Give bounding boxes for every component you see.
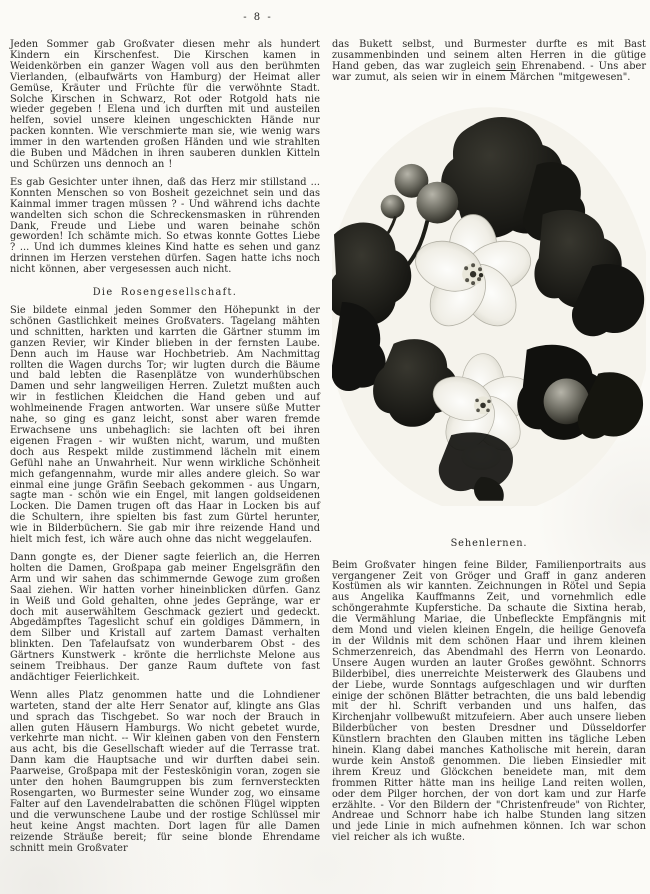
right-text-column: [332, 40, 646, 851]
paragraph-sehenlernen: Beim Großvater hingen feine Bilder, Familienportraits aus vergangener Zeit von Gröger und Graff in ganz anderen Kostümen als wir kannten. Zeichnungen in Rötel und Sepia aus Angelika Kauffmanns Zeit, und vornehmlich edle schöngerahmte Kupferstiche. Da schaute die Sixtina herab, die Vermählung Mariae, die Unbefleckte Empfängnis mit dem Mond und vielen kleinen Engeln, die heilige Genovefa in der Wildnis mit dem schönen Haar und ihrem kleinen Schmerzenreich, das Abendmahl des Herrn von Leonardo. Unsere Augen wurden an lauter Großes gewöhnt. Schnorrs Bilderbibel, dies unerreichte Meisterwerk des Glaubens und der Liebe, wurde Sonntags aufgeschlagen und wir durften einige der schönen Blätter betrachten, die uns bald lebendig mit der hl. Schrift verbanden und uns halfen, das Kirchenjahr vollbewußt mitzufeiern. Aber auch unsere lieben Bilderbücher von besten Dresdner und Düsseldorfer Künstlern brachten den Glauben mitten ins tägliche Leben hinein. Klang dabei manches Katholische mit herein, daran wurde kein Anstoß genommen. Die lieben Einsiedler mit ihrem Kreuz und Glöckchen beneidete man, mit dem frommen Ritter hätte man ins heilige Land reiten wollen, oder dem Pilger horchen, der von dort kam und zur Harfe erzählte. - Vor den Bildern der "Christenfreude" von Richter, Andreae und Schnorr habe ich halbe Stunden lang sitzen und jede Linie in mich aufnehmen können. Ich war schon viel reicher als ich wußte.: [332, 559, 646, 844]
illustration-caption: Sehenlernen.: [450, 537, 528, 549]
left-text-column: [10, 40, 320, 861]
paragraph-rosengesellschaft-2: Dann gongte es, der Diener sagte feierlich an, die Herren holten die Damen, Großpapa gab meiner Engelsgräfin den Arm und wir sahen das schimmernde Gewoge zum großen Saal ziehen. Wir hatten vorher hineinblicken dürfen. Ganz in Weiß und Gold gehalten, ohne jedes Gepränge, war er doch mit auserwähltem Geschmack geziert und gedeckt. Abgedämpftes Tageslicht schuf ein goldiges Dämmern, in dem Silber und Kristall auf zartem Damast verhalten blinkten. Den Tafelaufsatz von wunderbarem Obst - des Gärtners Kunstwerk - krönte die herrlichste Melone aus seinem Treibhaus. Der ganze Raum duftete von fast andächtiger Feierlichkeit.: [10, 551, 320, 683]
page-number: - 8 -: [243, 12, 273, 23]
section-heading-rosengesellschaft: Die Rosengesellschaft.: [92, 287, 238, 299]
apple-blossom-photo: [332, 106, 646, 506]
paragraph-continuation: [332, 40, 646, 84]
continuation-text-before: das Bukett selbst, und Burmester durfte es mit Bast zusammenbinden und seinem alten Herren in die gütige Hand geben, das war zugleich: [332, 39, 646, 72]
paragraph-gesichter: Es gab Gesichter unter ihnen, daß das Herz mir stillstand ... Konnten Menschen so von Bosheit gezeichnet sein und das Kainmal immer tragen müssen ? - Und während ichs dachte wandelten sich schon die Schreckensmasken in rührenden Dank, Freude und Liebe und waren beinahe schön geworden! Ich schämte mich. So etwas konnte Gottes Liebe ? ... Und ich dummes kleines Kind hatte es sehen und ganz drinnen im Herzen verstehen dürfen. Sagen hatte ichs noch nicht können, aber vergesessen auch nicht.: [10, 176, 320, 276]
blossom-illustration: [332, 106, 646, 506]
paragraph-kirschenfest: Jeden Sommer gab Großvater diesen mehr als hundert Kindern ein Kirschenfest. Die Kirschen kamen in Weidenkörben ein ganzer Wagen voll aus den berühmten Vierlanden, (elbaufwärts von Hamburg) der Heimat aller Gemüse, Kräuter und Früchte für die verwöhnte Stadt. Solche Kirschen in Schwarz, Rot oder Rotgold hats nie wieder gegeben ! Elena und ich durften mit und austeilen helfen, soviel unsere kleinen ungeschickten Hände nur packen konnten. Wie verschmierte man sie, wie wenig wars immer in den wartenden großen Händen und wie strahlten die Buben und Mädchen in ihren sauberen dunklen Kitteln und Schürzen uns dennoch an !: [10, 39, 320, 170]
paragraph-rosengesellschaft-1: Sie bildete einmal jeden Sommer den Höhepunkt in der schönen Gastlichkeit meines Großvaters. Tagelang mähten und schnitten, harkten und karrten die Gärtner stumm im ganzen Revier, wir Kinder blieben in der fernsten Laube. Denn auch im Hause war Hochbetrieb. Am Nachmittag rollten die Wagen durchs Tor; wir lugten durch die Bäume und bald lebten die Rasenplätze von wunderhübschen Damen und sehr langweiligen Herren. Zuletzt mußten auch wir in festlichen Kleidchen die Hand geben und auf wohlmeinende Fragen antworten. War unsere süße Mutter nahe, so ging es ganz leicht, sonst aber waren fremde Erwachsene uns unbehaglich: sie lachten oft bei ihren eigenen Fragen - wir wußten nicht, warum, und mußten doch aus Respekt milde zustimmend lächeln mit einem Gefühl nahe an Unwahrheit. Nur wenn wirkliche Schönheit mich gefangennahm, wurde mir alles andere gleich. So war einmal eine junge Gräfin Seebach gekommen - aus Ungarn, sagte man - schön wie ein Engel, mit langen goldseidenen Locken. Die Damen trugen oft das Haar in Locken bis auf die Schultern, ihre spielten bis fast zum Gürtel herunter, wie in Bilderbüchern. Sie gab mir ihre reizende Hand und hielt mich fest, ich wäre auch ohne das nicht weggelaufen.: [10, 305, 320, 546]
underlined-word: sein: [495, 60, 517, 72]
continuation-text-after: Ehrenabend. - Uns aber war zumut, als seien wir in einem Märchen "mitgewesen".: [332, 60, 646, 83]
paragraph-rosengesellschaft-3: Wenn alles Platz genommen hatte und die Lohndiener warteten, stand der alte Herr Senator auf, klingte ans Glas und sprach das Tischgebet. So war noch der Brauch in allen guten Häusern Hamburgs. Wo nicht gebetet wurde, verkehrte man nicht. -- Wir kleinen gaben von den Fenstern aus acht, bis die Gesellschaft wieder auf die Terrasse trat. Dann kam die Hauptsache und wir durften dabei sein. Paarweise, Großpapa mit der Festeskönigin voran, zogen sie unter den hohen Baumgruppen bis zum fernversteckten Rosengarten, wo Burmester seine Wunder zog, wo einsame Falter auf den Lavendelrabatten die schönen Flügel wippten und die verwunschene Laube und der rostige Schlüssel mir heut keine Angst machten. Dort lagen für alle Damen reizende Sträuße bereit; für seine blonde Ehrendame schnitt mein Großvater: [10, 689, 320, 854]
